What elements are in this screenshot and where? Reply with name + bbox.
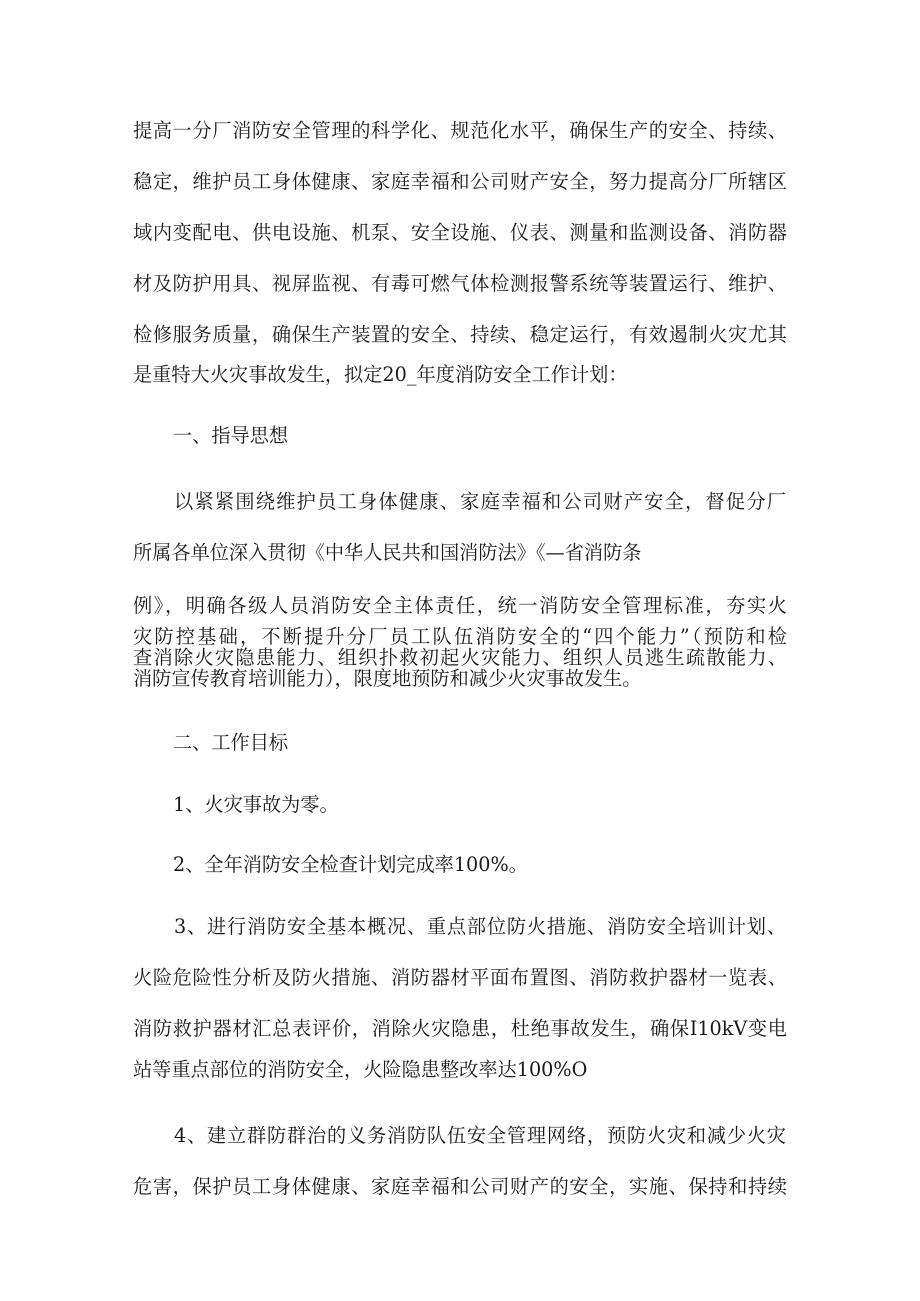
section1-line-6: 消防宣传教育培训能力），限度地预防和减少火灾事故发生。 bbox=[133, 667, 642, 690]
section1-line-3: 例》，明确各级人员消防安全主体责任，统一消防安全管理标准，夯实火 bbox=[133, 594, 787, 617]
intro-line-5: 检修服务质量，确保生产装置的安全、持续、稳定运行，有效遏制火灾尤其 bbox=[133, 323, 787, 346]
section1-heading: 一、指导思想 bbox=[173, 424, 289, 447]
goal-item-3-line-3: 消防救护器材汇总表评价，消除火灾隐患，杜绝事故发生，确保I10kV变电 bbox=[133, 1017, 787, 1040]
intro-line-4: 材及防护用具、视屏监视、有毒可燃气体检测报警系统等装置运行、维护、 bbox=[133, 272, 787, 295]
intro-line-1: 提高一分厂消防安全管理的科学化、规范化水平，确保生产的安全、持续、 bbox=[133, 119, 787, 142]
goal-item-2: 2、全年消防安全检查计划完成率100%。 bbox=[173, 853, 528, 876]
goal-item-3-line-1: 3、进行消防安全基本概况、重点部位防火措施、消防安全培训计划、 bbox=[174, 915, 786, 938]
goal-item-3-line-2: 火险危险性分析及防火措施、消防器材平面布置图、消防救护器材一览表、 bbox=[133, 966, 787, 989]
section2-heading: 二、工作目标 bbox=[173, 731, 289, 754]
intro-line-2: 稳定，维护员工身体健康、家庭幸福和公司财产安全，努力提高分厂所辖区 bbox=[133, 170, 787, 193]
goal-item-4-line-1: 4、建立群防群治的义务消防队伍安全管理网络，预防火灾和减少火灾 bbox=[174, 1124, 786, 1147]
section1-line-2: 所属各单位深入贯彻《中华人民共和国消防法》《—省消防条 bbox=[133, 541, 642, 564]
section1-line-4: 灾防控基础，不断提升分厂员工队伍消防安全的“四个能力”（预防和检 bbox=[133, 625, 787, 648]
goal-item-3-line-4: 站等重点部位的消防安全，火险隐患整改率达100%O bbox=[133, 1058, 588, 1081]
section1-line-1: 以紧紧围绕维护员工身体健康、家庭幸福和公司财产安全，督促分厂 bbox=[174, 490, 786, 513]
intro-line-3: 域内变配电、供电设施、机泵、安全设施、仪表、测量和监测设备、消防器 bbox=[133, 221, 787, 244]
goal-item-4-line-2: 危害，保护员工身体健康、家庭幸福和公司财产的安全，实施、保持和持续 bbox=[133, 1175, 787, 1198]
intro-line-6: 是重特大火灾事故发生，拟定20_年度消防安全工作计划： bbox=[133, 363, 628, 386]
section1-line-5: 查消除火灾隐患能力、组织扑救初起火灾能力、组织人员逃生疏散能力、 bbox=[133, 646, 787, 669]
goal-item-1: 1、火灾事故为零。 bbox=[173, 793, 339, 816]
